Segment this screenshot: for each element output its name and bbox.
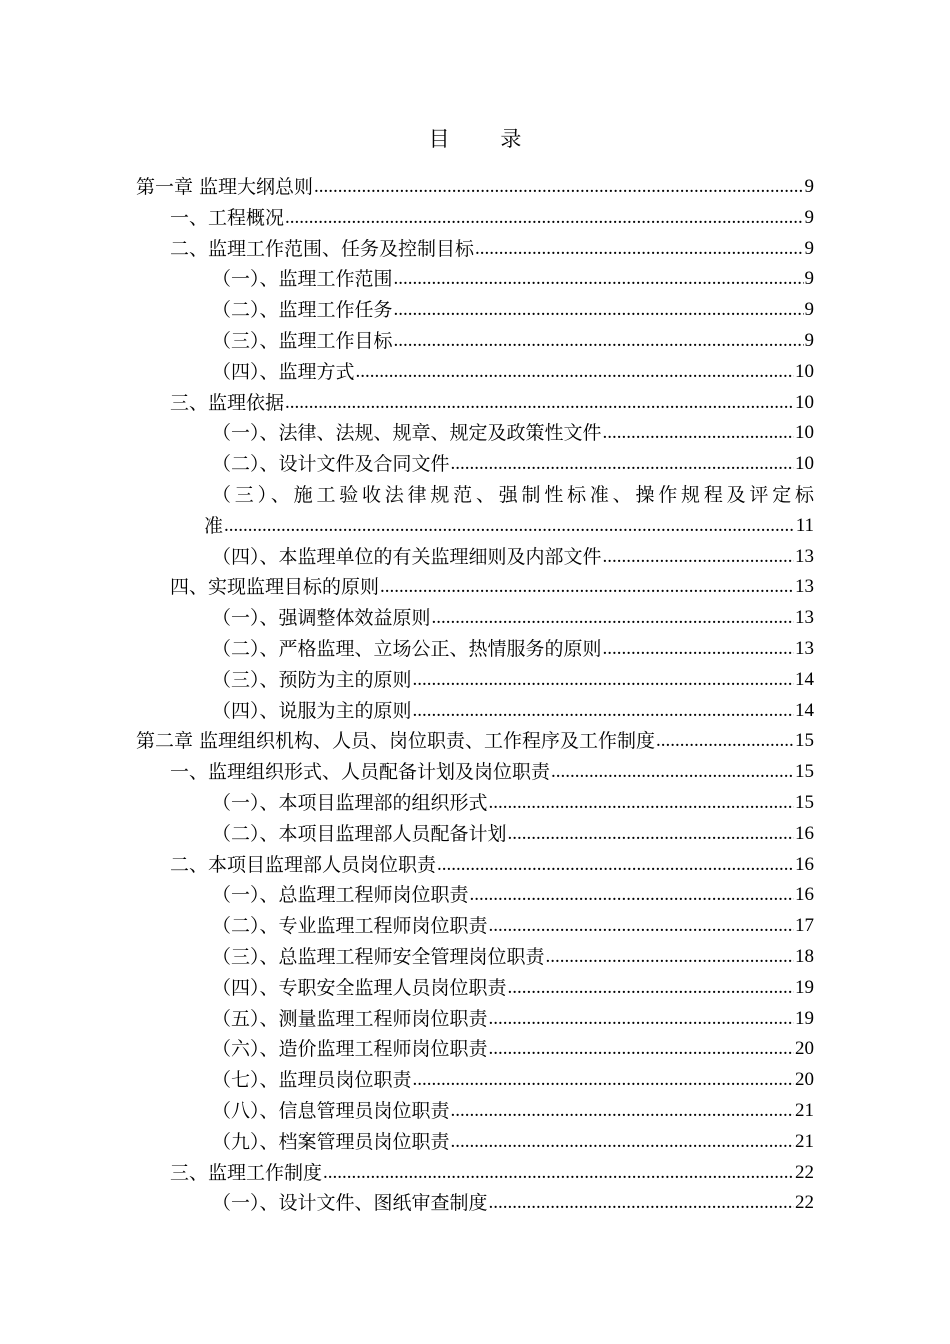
toc-entry[interactable]	[136, 172, 814, 203]
dot-leader	[475, 234, 803, 265]
dot-leader	[224, 511, 795, 542]
toc-entry[interactable]	[136, 757, 814, 788]
toc-page-number: 11	[795, 514, 814, 536]
toc-entry[interactable]	[136, 234, 814, 265]
toc-entry-text: （五）、测量监理工程师岗位职责	[212, 1007, 488, 1030]
dot-leader	[356, 357, 794, 388]
dot-leader	[394, 295, 804, 326]
toc-entry[interactable]	[136, 1158, 814, 1189]
toc-page-number: 18	[795, 945, 814, 967]
dot-leader	[551, 757, 794, 788]
toc-page-number: 14	[795, 699, 814, 721]
toc-page-number: 16	[795, 822, 814, 844]
toc-entry-text: （一）、监理工作范围	[212, 268, 393, 291]
toc-page-number: 13	[795, 607, 814, 629]
toc-page-number: 19	[795, 976, 814, 998]
toc-entry-text: （八）、信息管理员岗位职责	[212, 1099, 450, 1122]
toc-page-number: 10	[795, 422, 814, 444]
toc-page-number: 13	[795, 576, 814, 598]
toc-page-number: 15	[795, 730, 814, 752]
toc-entry-text: （四）、本监理单位的有关监理细则及内部文件	[212, 545, 602, 568]
toc-entry-text: （四）、专职安全监理人员岗位职责	[212, 976, 507, 999]
toc-page-number: 20	[795, 1038, 814, 1060]
dot-leader	[489, 1034, 794, 1065]
toc-entry[interactable]	[136, 295, 814, 326]
dot-leader	[603, 418, 794, 449]
dot-leader	[285, 203, 803, 234]
toc-entry-text: （四）、监理方式	[212, 360, 355, 383]
toc-page-number: 16	[795, 853, 814, 875]
toc-entry[interactable]	[136, 1034, 814, 1065]
toc-page-number: 9	[804, 268, 814, 290]
toc-entry[interactable]	[136, 1127, 814, 1158]
dot-leader	[470, 880, 794, 911]
toc-entry[interactable]	[136, 1004, 814, 1035]
toc-entry[interactable]	[136, 572, 814, 603]
dot-leader	[656, 726, 794, 757]
toc-entry-text: （三）、预防为主的原则	[212, 668, 412, 691]
toc-entry-text: 四、实现监理目标的原则	[170, 576, 380, 599]
dot-leader	[508, 819, 794, 850]
dot-leader	[413, 665, 794, 696]
toc-entry-text: （三）、施工验收法律规范、强制性标准、操作规程及评定标	[212, 483, 814, 506]
dot-leader	[432, 603, 794, 634]
toc-entry-text: （六）、造价监理工程师岗位职责	[212, 1038, 488, 1061]
toc-entry-text: 三、监理依据	[170, 391, 285, 414]
toc-entry-text: 三、监理工作制度	[170, 1161, 323, 1184]
toc-entry[interactable]	[136, 480, 814, 542]
toc-entry-text: 第二章 监理组织机构、人员、岗位职责、工作程序及工作制度	[136, 730, 656, 753]
toc-page-number: 14	[795, 668, 814, 690]
toc-entry[interactable]	[136, 973, 814, 1004]
toc-entry[interactable]	[136, 542, 814, 573]
dot-leader	[546, 942, 794, 973]
toc-page-number: 9	[804, 329, 814, 351]
toc-entry[interactable]	[136, 388, 814, 419]
toc-entry-text: （三）、监理工作目标	[212, 329, 393, 352]
toc-entry[interactable]	[136, 326, 814, 357]
toc-page-number: 22	[795, 1192, 814, 1214]
toc-entry[interactable]	[136, 665, 814, 696]
toc-page-number: 16	[795, 884, 814, 906]
dot-leader	[508, 973, 794, 1004]
toc-page-number: 21	[795, 1099, 814, 1121]
toc-entry[interactable]	[136, 819, 814, 850]
toc-title: 目 录	[428, 127, 544, 151]
table-of-contents	[136, 172, 814, 1219]
dot-leader	[451, 1096, 794, 1127]
toc-entry-text: （一）、设计文件、图纸审查制度	[212, 1192, 488, 1215]
toc-page-number: 22	[795, 1161, 814, 1183]
toc-entry[interactable]	[136, 726, 814, 757]
toc-entry-text: 一、工程概况	[170, 206, 285, 229]
toc-entry[interactable]	[136, 880, 814, 911]
dot-leader	[380, 572, 794, 603]
dot-leader	[451, 449, 794, 480]
dot-leader	[323, 1158, 794, 1189]
toc-entry-text: （一）、强调整体效益原则	[212, 607, 431, 630]
toc-page-number: 20	[795, 1069, 814, 1091]
toc-entry[interactable]	[136, 449, 814, 480]
toc-page-number: 9	[804, 206, 814, 228]
toc-entry[interactable]	[136, 203, 814, 234]
dot-leader	[285, 388, 794, 419]
toc-page-number: 10	[795, 360, 814, 382]
dot-leader	[437, 850, 794, 881]
toc-entry-text: （二）、设计文件及合同文件	[212, 453, 450, 476]
toc-page-number: 9	[804, 237, 814, 259]
toc-entry-text: （一）、本项目监理部的组织形式	[212, 791, 488, 814]
dot-leader	[489, 788, 794, 819]
toc-page-number: 9	[804, 176, 814, 197]
dot-leader	[489, 1188, 794, 1219]
dot-leader	[314, 172, 803, 203]
dot-leader	[489, 1004, 794, 1035]
toc-entry-text: （二）、专业监理工程师岗位职责	[212, 915, 488, 938]
toc-entry[interactable]	[136, 1188, 814, 1219]
toc-entry-text: 二、本项目监理部人员岗位职责	[170, 853, 437, 876]
toc-page-number: 15	[795, 761, 814, 783]
toc-entry-text: （三）、总监理工程师安全管理岗位职责	[212, 945, 545, 968]
toc-page-number: 10	[795, 391, 814, 413]
dot-leader	[603, 634, 794, 665]
toc-entry-text: 二、监理工作范围、任务及控制目标	[170, 237, 475, 260]
toc-entry[interactable]	[136, 942, 814, 973]
dot-leader	[394, 264, 804, 295]
toc-entry[interactable]	[136, 634, 814, 665]
toc-entry-text: （二）、本项目监理部人员配备计划	[212, 822, 507, 845]
toc-entry-text: （二）、严格监理、立场公正、热情服务的原则	[212, 637, 602, 660]
toc-entry[interactable]	[136, 911, 814, 942]
toc-entry[interactable]	[136, 264, 814, 295]
toc-entry-text: 第一章 监理大纲总则	[136, 176, 314, 198]
toc-page-number: 13	[795, 545, 814, 567]
toc-entry-text: （一）、总监理工程师岗位职责	[212, 884, 469, 907]
toc-page-number: 13	[795, 637, 814, 659]
toc-entry[interactable]	[136, 418, 814, 449]
toc-entry[interactable]	[136, 1096, 814, 1127]
toc-page-number: 10	[795, 453, 814, 475]
toc-page-number: 17	[795, 915, 814, 937]
toc-entry[interactable]	[136, 603, 814, 634]
toc-entry-text: （一）、法律、法规、规章、规定及政策性文件	[212, 422, 602, 445]
dot-leader	[413, 1065, 794, 1096]
dot-leader	[603, 542, 794, 573]
toc-entry[interactable]	[136, 357, 814, 388]
dot-leader	[451, 1127, 794, 1158]
toc-entry[interactable]	[136, 788, 814, 819]
toc-page-number: 15	[795, 791, 814, 813]
toc-page-number: 9	[804, 299, 814, 321]
toc-page-number: 21	[795, 1130, 814, 1152]
dot-leader	[489, 911, 794, 942]
toc-entry[interactable]	[136, 696, 814, 727]
toc-entry[interactable]	[136, 850, 814, 881]
toc-entry-text: （七）、监理员岗位职责	[212, 1069, 412, 1092]
dot-leader	[413, 696, 794, 727]
toc-entry-text: （九）、档案管理员岗位职责	[212, 1130, 450, 1153]
toc-entry[interactable]	[136, 1065, 814, 1096]
toc-entry-text: （二）、监理工作任务	[212, 299, 393, 322]
toc-page-number: 19	[795, 1007, 814, 1029]
toc-entry-text-continued: 准	[204, 514, 224, 537]
toc-entry-text: （四）、说服为主的原则	[212, 699, 412, 722]
toc-entry-text: 一、监理组织形式、人员配备计划及岗位职责	[170, 761, 551, 784]
dot-leader	[394, 326, 804, 357]
